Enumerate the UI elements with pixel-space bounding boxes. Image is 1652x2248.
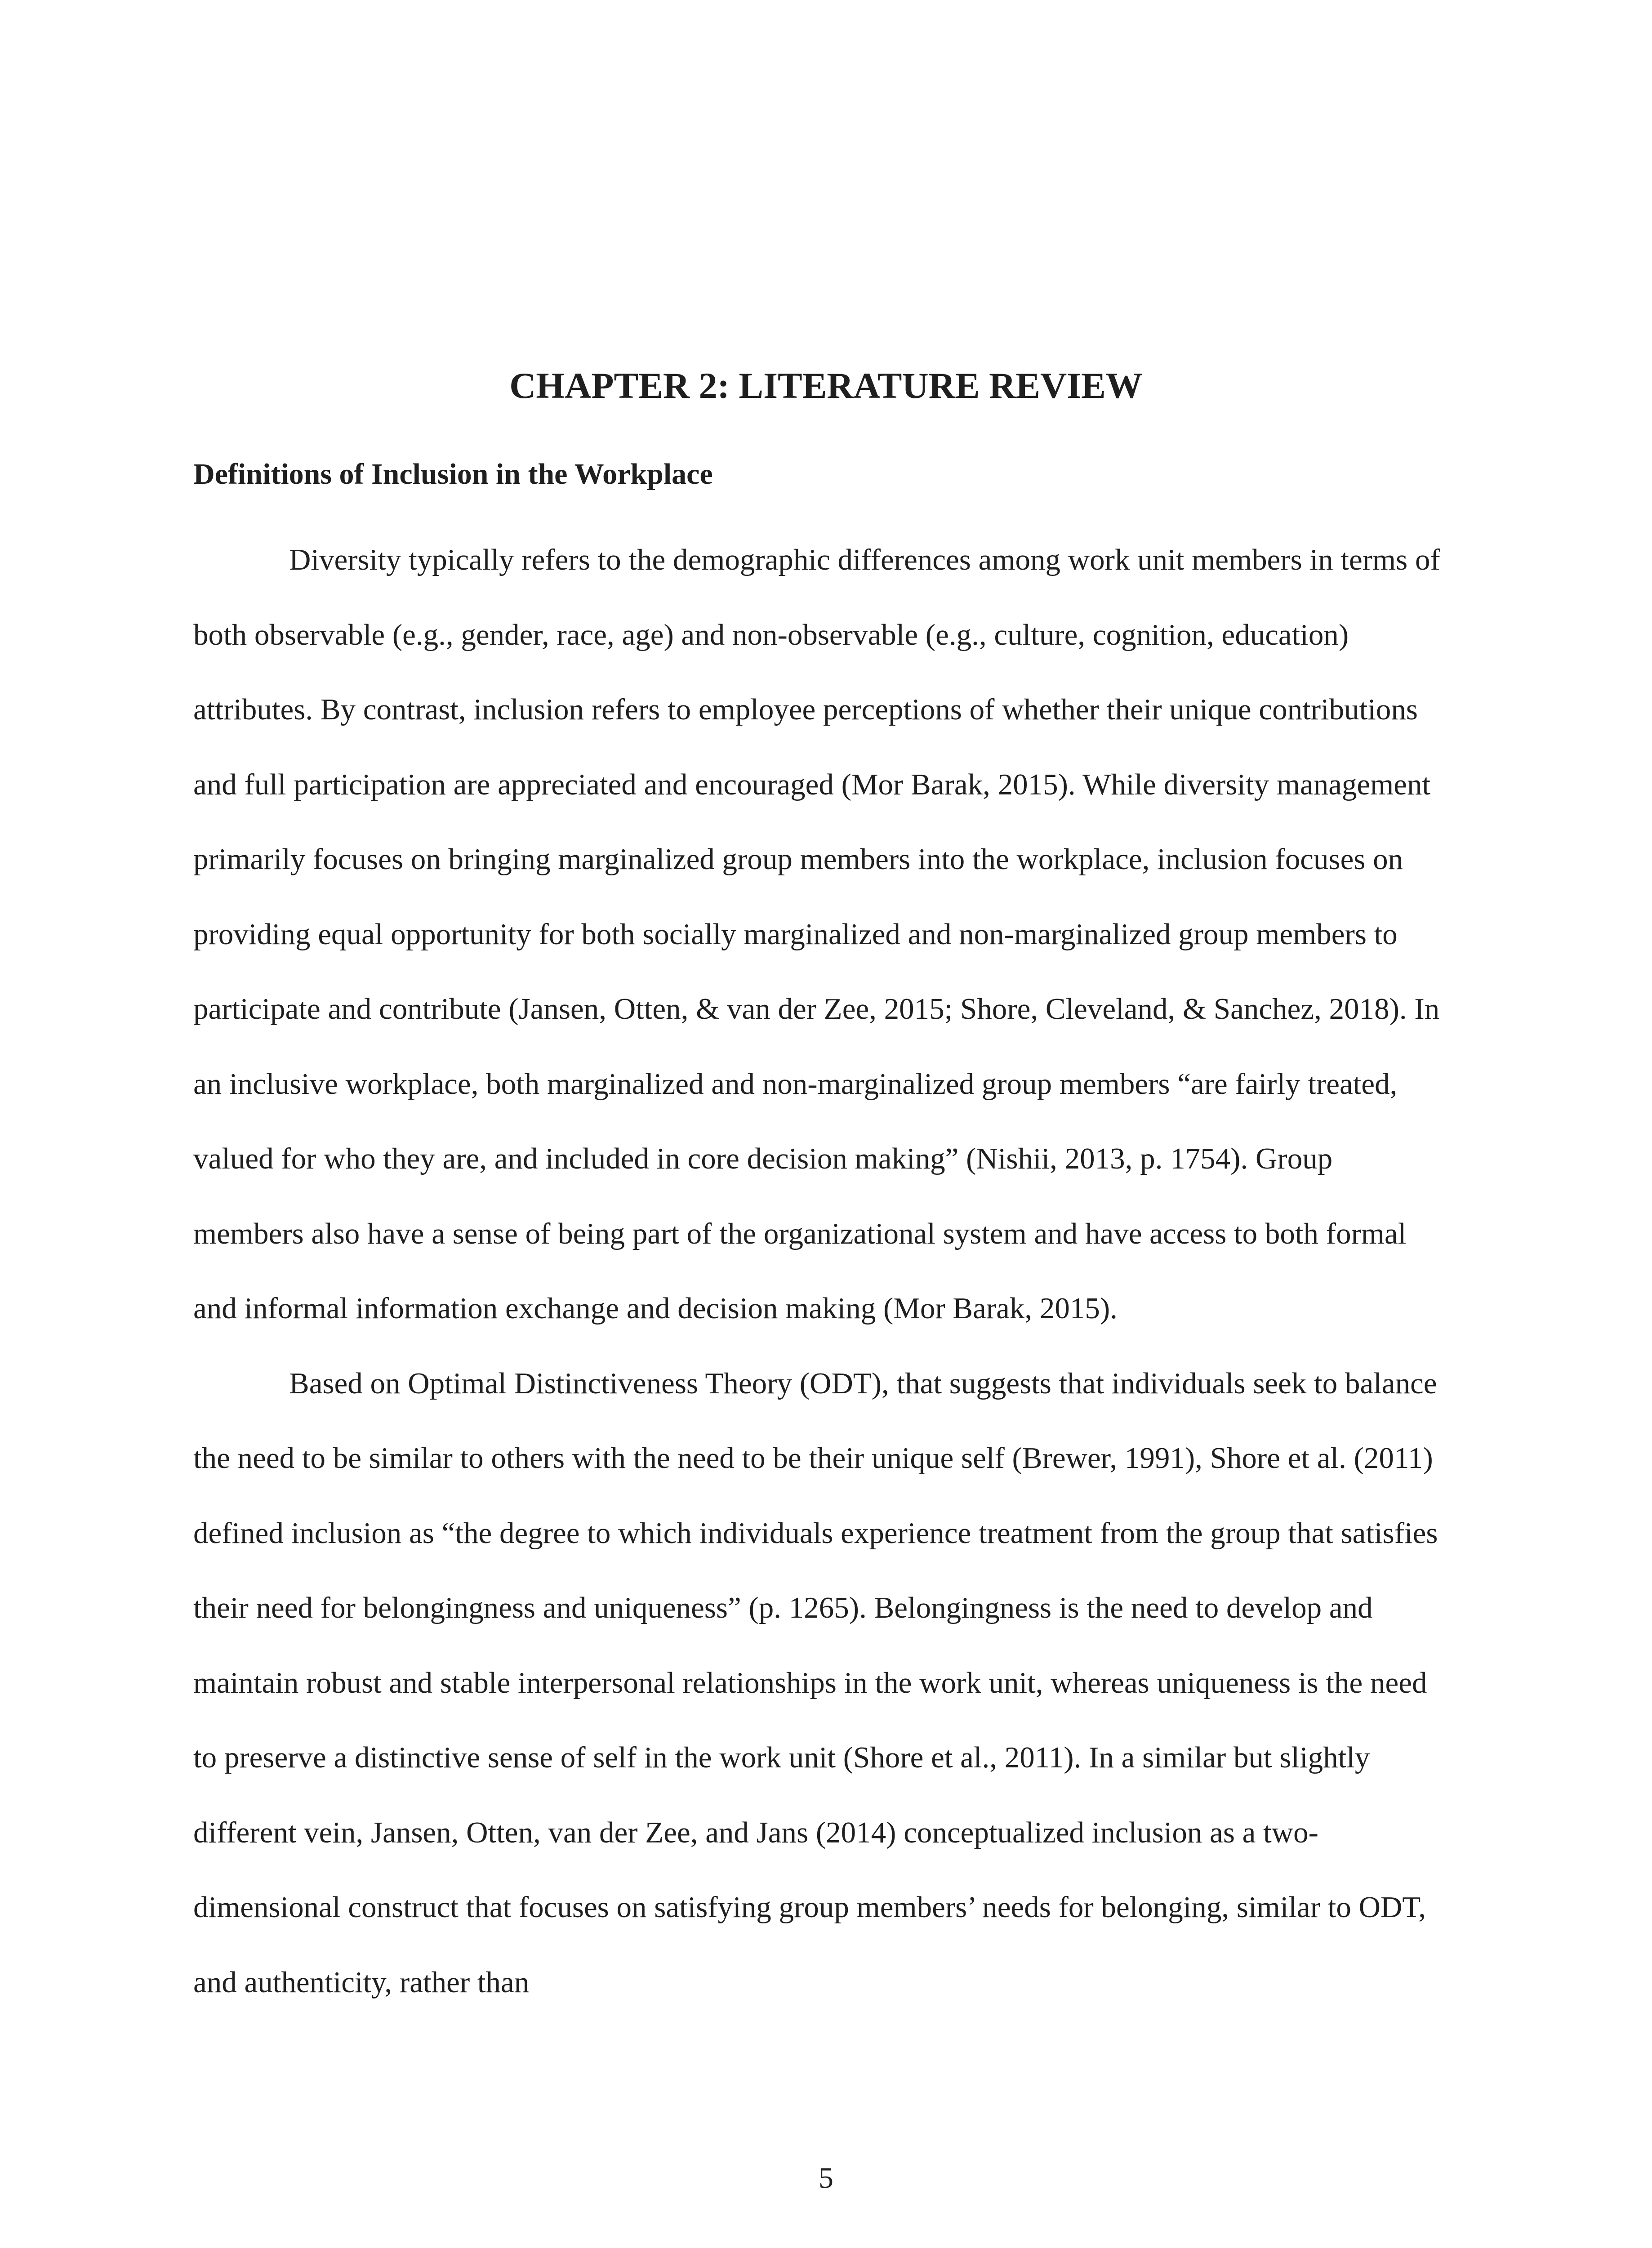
chapter-title: CHAPTER 2: LITERATURE REVIEW	[509, 365, 1143, 406]
paragraph-2: Based on Optimal Distinctiveness Theory (ODT), that suggests that individuals seek to balance the need to be similar to others with the need to be their unique self (Brewer, 1991), Shore et al. (2011) defined inclusion as “the degree to which individuals experience treatment from the group that satisfies their need for belongingness and uniqueness” (p. 1265). Belongingness is the need to develop and maintain robust and stable interpersonal relationships in the work unit, whereas uniqueness is the need to preserve a distinctive sense of self in the work unit (Shore et al., 2011). In a similar but slightly different vein, Jansen, Otten, van der Zee, and Jans (2014) conceptualized inclusion as a two-dimensional construct that focuses on satisfying group members’ needs for belonging, similar to ODT, and authenticity, rather than	[193, 1366, 1438, 1999]
page-number: 5	[819, 2162, 833, 2194]
paragraph-1: Diversity typically refers to the demographic differences among work unit members in terms of both observable (e.g., gender, race, age) and non-observable (e.g., culture, cognition, education) attributes. By contrast, inclusion refers to employee perceptions of whether their unique contributions and full participation are appreciated and encouraged (Mor Barak, 2015). While diversity management primarily focuses on bringing marginalized group members into the workplace, inclusion focuses on providing equal opportunity for both socially marginalized and non-marginalized group members to participate and contribute (Jansen, Otten, & van der Zee, 2015; Shore, Cleveland, & Sanchez, 2018). In an inclusive workplace, both marginalized and non-marginalized group members “are fairly treated, valued for who they are, and included in core decision making” (Nishii, 2013, p. 1754). Group members also have a sense of being part of the organizational system and have access to both formal and informal information exchange and decision making (Mor Barak, 2015).	[193, 543, 1440, 1325]
body-text	[193, 522, 1443, 2020]
section-heading: Definitions of Inclusion in the Workplace	[193, 458, 713, 491]
